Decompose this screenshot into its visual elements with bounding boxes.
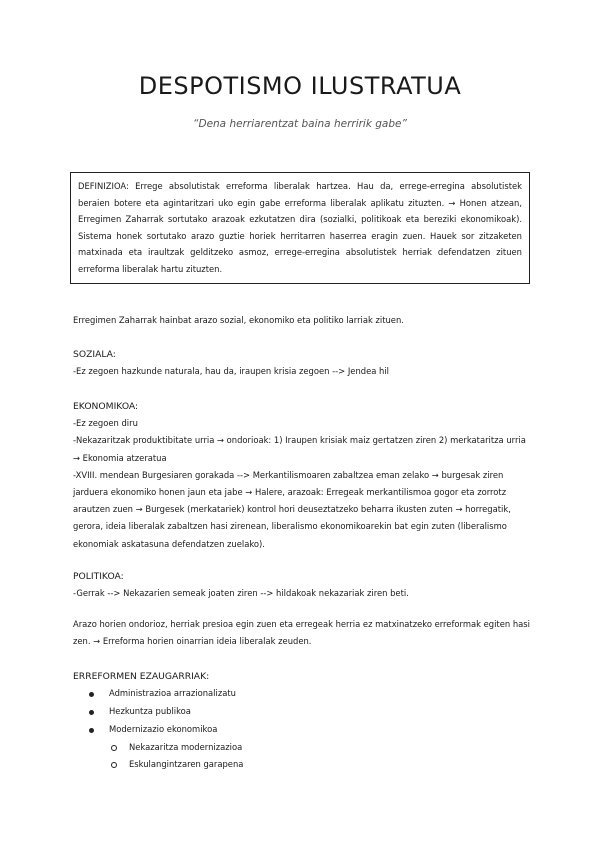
- features-heading: ERREFORMEN EZAUGARRIAK:: [73, 671, 210, 682]
- ekonomikoa-section: [73, 398, 533, 553]
- intro-text: Erregimen Zaharrak hainbat arazo sozial, ekonomiko eta politiko larriak zituen.: [73, 315, 404, 325]
- soziala-heading: SOZIALA:: [73, 349, 116, 360]
- list-item: Hezkuntza publikoa: [73, 703, 533, 721]
- ekonomikoa-line: -Ez zegoen diru: [73, 418, 138, 429]
- ekonomikoa-line: -XVIII. mendean Burgesiaren gorakada --> Merkantilismoaren zabaltzea eman zelako → burgesak ziren jarduera ekonomiko honen jaun eta jabe → Halere, arazoak: Erregeak merkantilismoa gogor eta zorrotz arautzen zuen → Burgesek (merkatariek) kontrol hori deuseztatzeko beharra ikusten zuten → horregatik, gerora, ideia liberalak zabaltzen hasi zirenean, liberalismo ekonomikoarekin bat egin zuten (liberalismo ekonomiak askatasuna defendatzen zuelako).: [73, 469, 511, 549]
- list-item: Administrazioa arrazionalizatu: [73, 685, 533, 703]
- document-title: DESPOTISMO ILUSTRATUA: [138, 72, 462, 100]
- ekonomikoa-heading: EKONOMIKOA:: [73, 401, 139, 412]
- conclusion-paragraph: [73, 616, 533, 650]
- soziala-section: [73, 346, 533, 380]
- document-subtitle: “Dena herriarentzat baina herririk gabe”: [193, 118, 407, 130]
- politikoa-heading: POLITIKOA:: [73, 571, 124, 582]
- conclusion-text: Arazo horien ondorioz, herriak presioa egin zuen eta erregeak herria ez matxinatzeko erreformak egiten hasi zen. → Erreforma horien oinarrian ideia liberalak zeuden.: [73, 619, 530, 647]
- list-item: Modernizazio ekonomikoa: [73, 721, 533, 739]
- politikoa-line: -Gerrak --> Nekazarien semeak joaten ziren --> hildakoak nekazariak ziren beti.: [73, 588, 409, 599]
- ekonomikoa-line: -Nekazaritzak produktibitate urria → ondorioak: 1) Iraupen krisiak maiz gertatzen ziren 2) merkataritza urria → Ekonomia atzeratua: [73, 435, 526, 463]
- features-sublist: [73, 739, 533, 775]
- features-section: [73, 668, 533, 774]
- sub-list-item: Nekazaritza modernizazioa: [73, 739, 533, 757]
- definition-box: DEFINIZIOA: Errege absolutistak erreforma liberalak hartzea. Hau da, errege-erregina absolutistek beraien botere eta agintaritzari uko egin gabe erreforma liberalak aplikatu zituzten. → Honen atzean, Erregimen Zaharrak sortutako arazoak ezkutatzen dira (sozialki, politikoak eta bereziki ekonomikoak). Sistema honek sortutako arazo guztie horiek herritarren haserrea eragin zuen. Hauek sor zitzaketen matxinada eta iraultzak gelditzeko asmoz, errege-erregina absolutistek herriak defendatzen zituen erreforma liberalak hartu zituzten.: [70, 172, 530, 284]
- features-list: [73, 685, 533, 738]
- sub-list-item: Eskulangintzaren garapena: [73, 756, 533, 774]
- politikoa-section: [73, 568, 533, 602]
- intro-paragraph: [73, 312, 533, 329]
- soziala-line: -Ez zegoen hazkunde naturala, hau da, iraupen krisia zegoen --> Jendea hil: [73, 366, 389, 377]
